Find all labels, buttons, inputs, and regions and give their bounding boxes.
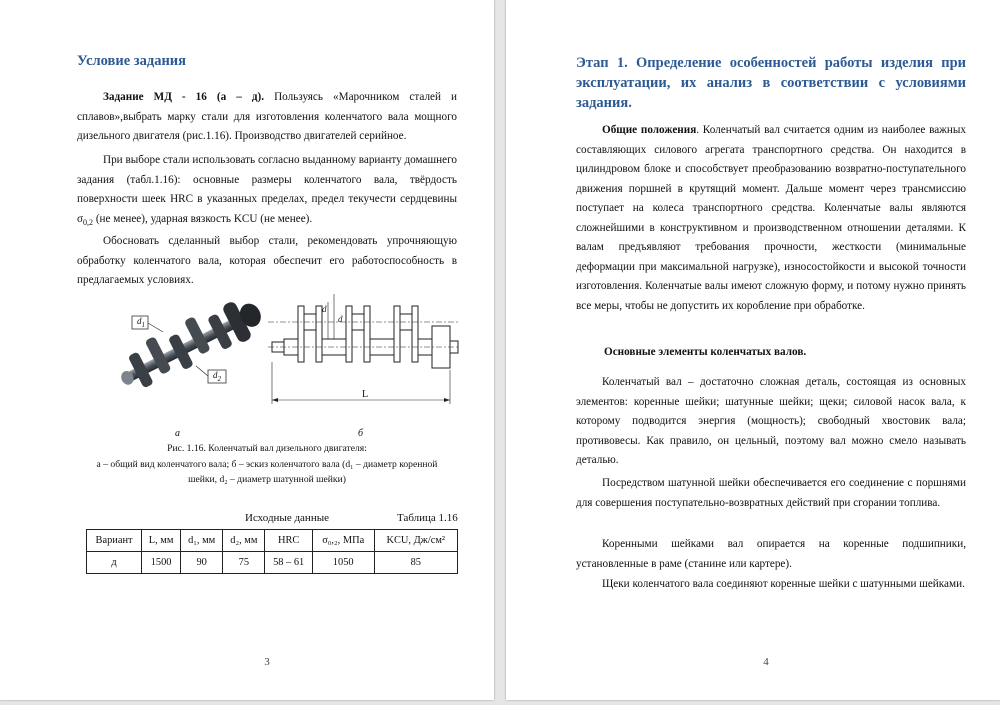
source-data-table <box>86 529 458 574</box>
rod-journal-paragraph: Посредством шатунной шейки обеспечивается его соединение с поршнями для совершения поступательно-возвратных действий при сгорании топлива. <box>576 477 966 509</box>
figure-caption: Рис. 1.16. Коленчатый вал дизельного двигателя: а – общий вид коленчатого вала; б – эскиз коленчатого вала (d₁ – диаметр коренной шейки, d₂ – диаметр шатунной шейки) <box>96 443 438 485</box>
table-number: Таблица 1.16 <box>397 512 458 524</box>
document-page-3 <box>0 0 494 700</box>
page-number: 3 <box>264 656 270 668</box>
svg-text:d: d <box>338 314 343 324</box>
requirements-paragraph: При выборе стали использовать согласно выданному варианту домашнего задания (табл.1.16): основные размеры коленчатого вала, твёрдость поверхности шеек HRC в указанных пределах, предел текучести сердцевины $\sigma_{0,2}$ (не менее), ударная вязкость KCU (не менее). <box>77 154 457 227</box>
task-label: Задание МД - 16 (а – д). <box>103 91 265 103</box>
document-page-4 <box>506 0 1000 700</box>
general-paragraph: Общие положения. Коленчатый вал считается одним из наиболее важных составляющих силового агрегата транспортного средства. Он находится в цилиндровом блоке и способствует преобразованию возвратно-поступательного движения поршней в крутящий момент. Дальше момент через трансмиссию поступает на колеса транспортного средства. Коленчатые валы являются сложнейшими в конструктивном и производственном отношении деталями. К валам предъявляют требования прочности, жесткости (минимальные деформации при максимальной нагрузке), износостойкости и высокой точности изготовления. Коленчатые валы имеют сложную форму, и потому нужно принять все меры, чтобы не допустить их коробление при обработке. <box>576 124 966 312</box>
figure-label-b: б <box>358 428 364 439</box>
callout-d2: $d_2$ <box>213 370 221 383</box>
dimension-L: L <box>362 389 369 400</box>
table-row: д 1500 90 75 58 – 61 1050 85 <box>87 552 458 574</box>
stage-heading: Этап 1. Определение особенностей работы изделия при эксплуатации, их анализ в соответствии с условиями задания. <box>576 55 966 111</box>
page-number: 4 <box>763 656 769 668</box>
section-heading: Условие задания <box>77 53 186 69</box>
justification-paragraph: Обосновать сделанный выбор стали, рекомендовать упрочняющую обработку коленчатого вала, которая обеспечит его работоспособность в предлагаемых условиях. <box>77 235 457 286</box>
elements-subheading: Основные элементы коленчатых валов. <box>604 346 807 358</box>
elements-paragraph: Коленчатый вал – достаточно сложная деталь, состоящая из основных элементов: коренные шейки; шатунные шейки; щеки; силовой насок вала, к которому подводится энергия (мощность); свободный хвостовик вала; противовесы. Как правило, он цельный, поэтому вал можно смело называть деталью. <box>576 376 966 466</box>
task-text: Пользуясь «Марочником сталей и сплавов»,выбрать марку стали для изготовления коленчатого вала мощного дизельного двигателя (рис.1.16). Производство двигателей серийное. <box>77 91 457 142</box>
table-header-row: Вариант L, мм d₁, мм d₂, мм HRC σ₀,₂, МПа KCU, Дж/см² <box>87 530 458 552</box>
callout-d1: $d_1$ <box>137 316 145 329</box>
svg-text:d: d <box>322 304 327 314</box>
cheeks-paragraph: Щеки коленчатого вала соединяют коренные шейки с шатунными шейками. <box>602 578 965 590</box>
main-journal-paragraph: Коренными шейками вал опирается на коренные подшипники, установленные в раме (станине или картере). <box>576 538 966 570</box>
task-paragraph <box>77 88 457 147</box>
figure-label-a: а <box>175 428 180 439</box>
crankshaft-photo <box>108 292 270 398</box>
table-title: Исходные данные <box>245 512 329 524</box>
general-label: Общие положения <box>602 124 697 136</box>
